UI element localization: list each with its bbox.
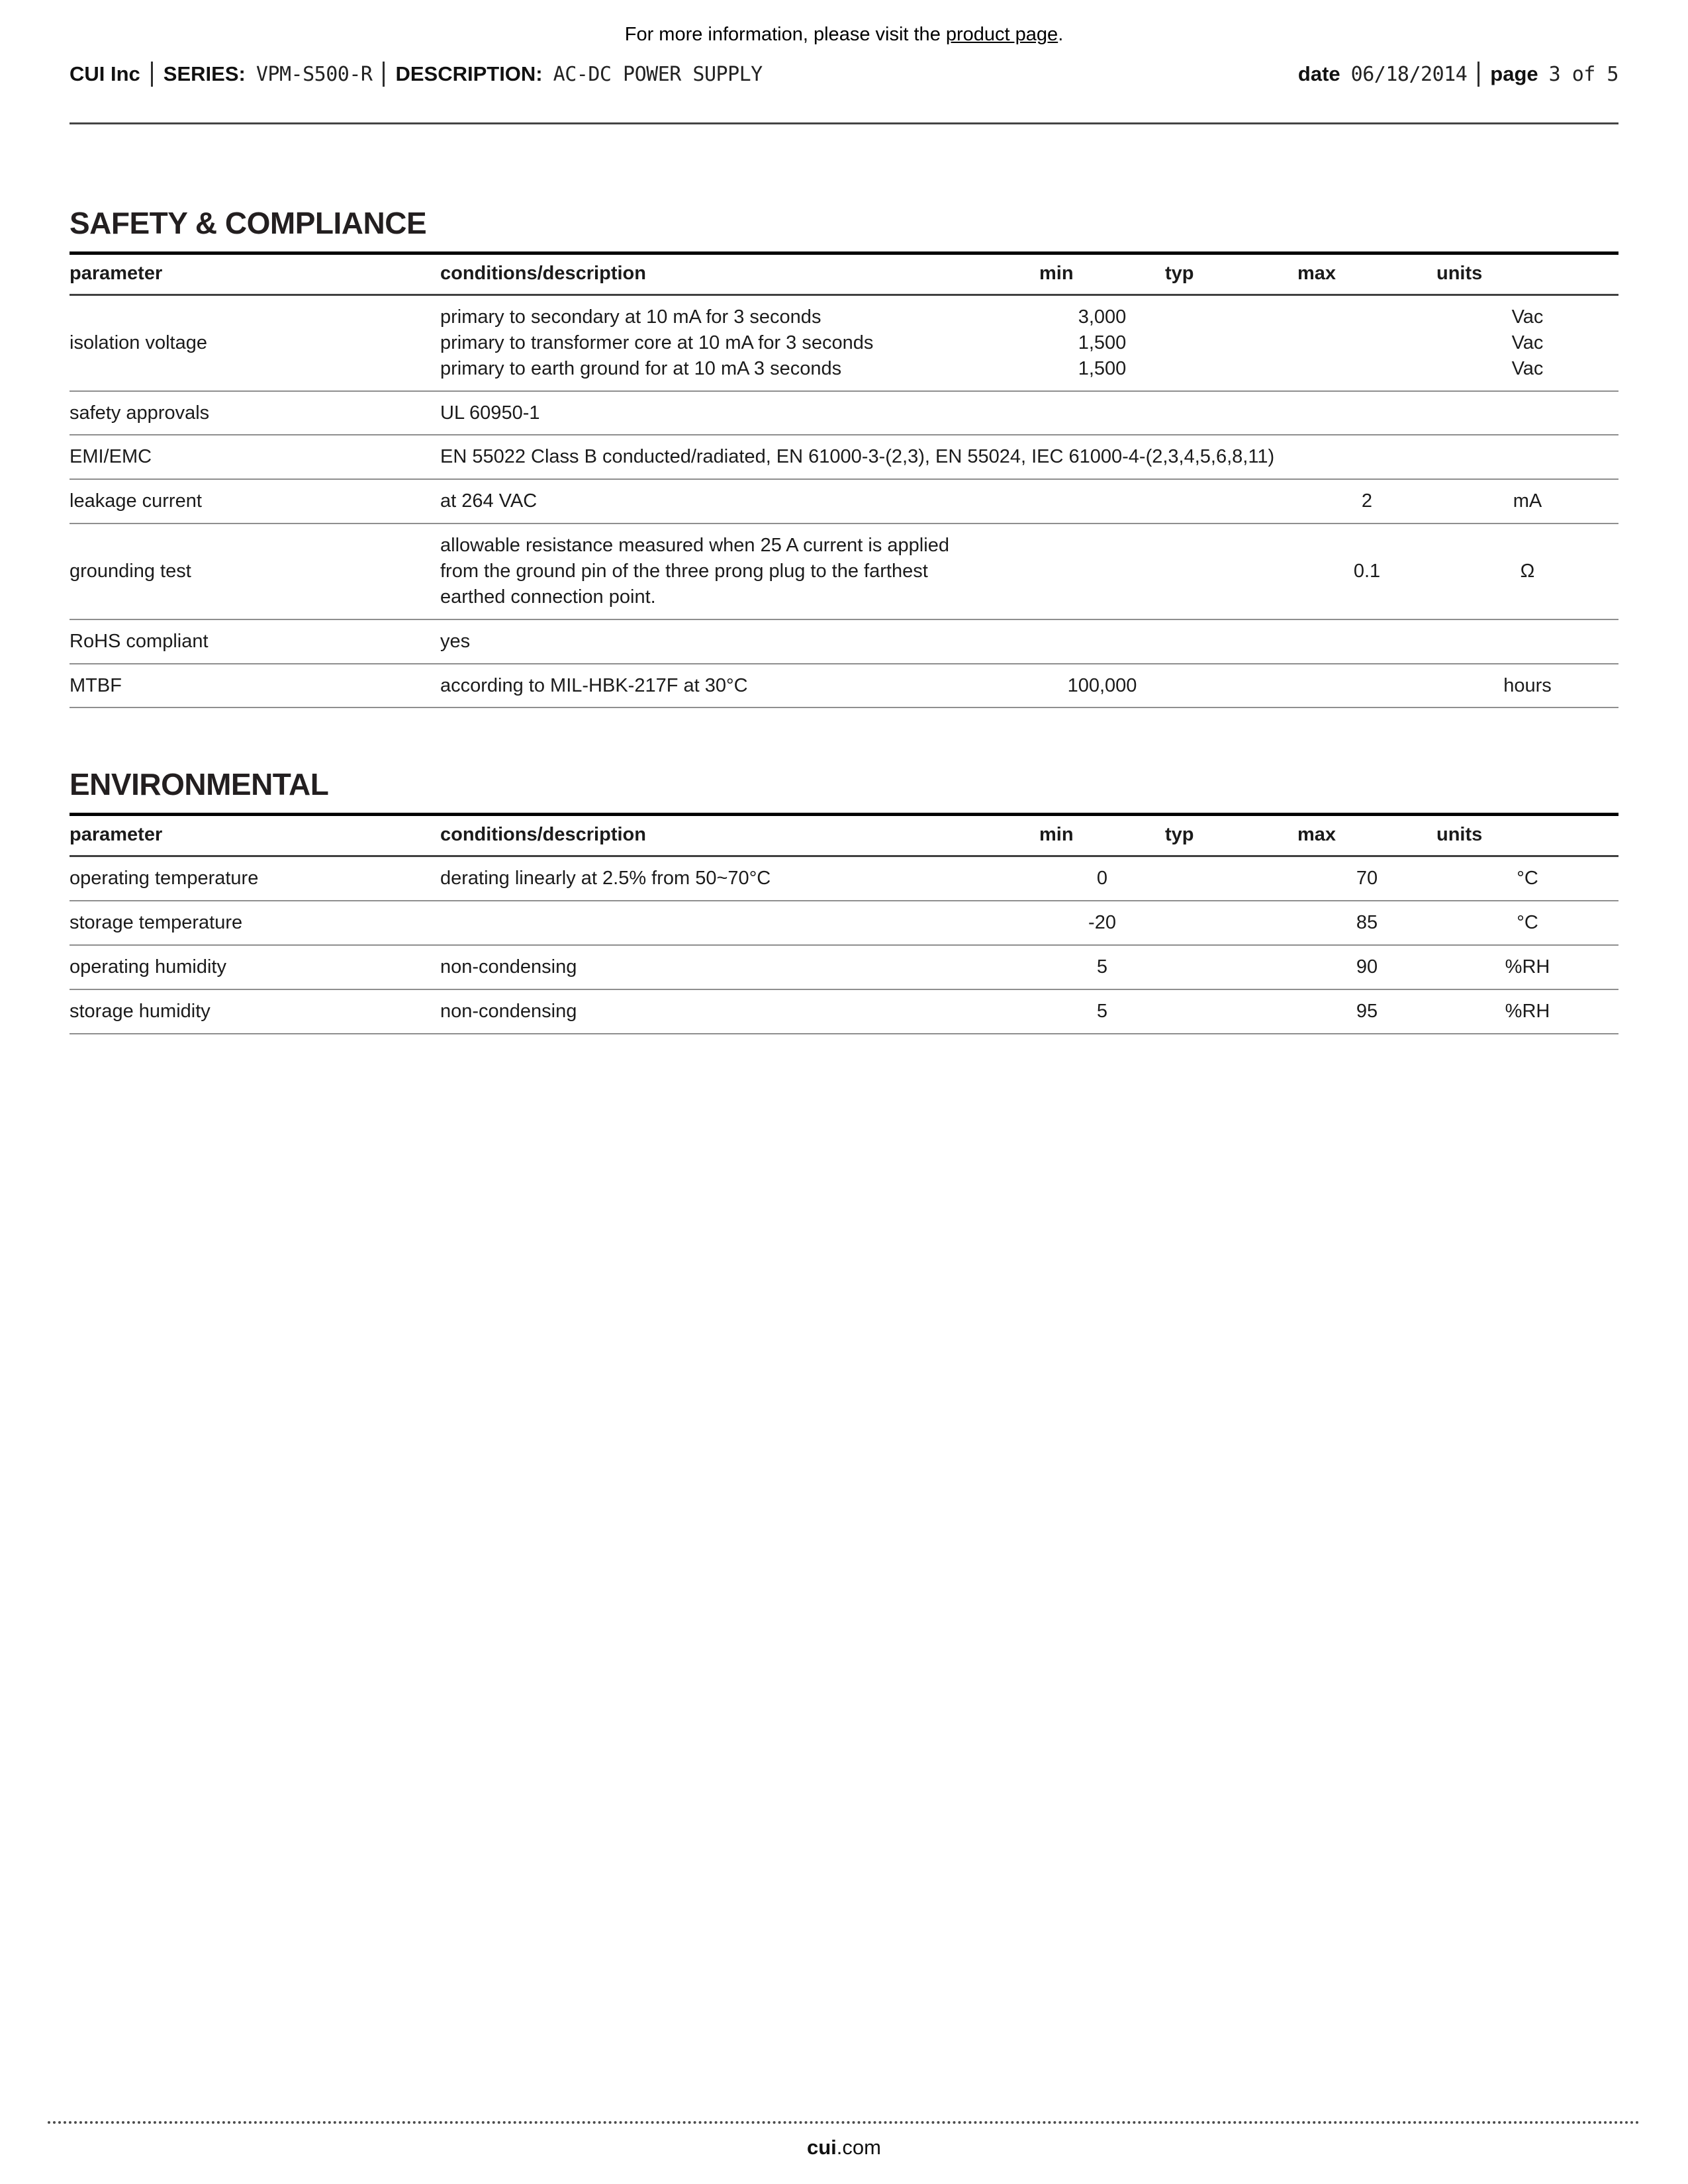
col-header-conditions: conditions/description [440, 253, 1039, 295]
param-cell: storage temperature [70, 901, 440, 945]
desc-line: primary to earth ground for at 10 mA 3 seconds [440, 357, 842, 379]
header-divider [151, 62, 153, 87]
units-value: Vac [1511, 332, 1544, 353]
min-cell: 5 [1039, 945, 1165, 989]
desc-cell: at 264 VAC [440, 479, 1039, 523]
units-cell: °C [1436, 901, 1618, 945]
header-right [1298, 62, 1618, 87]
min-cell: 0 [1039, 856, 1165, 901]
param-cell: leakage current [70, 479, 440, 523]
header-divider [383, 62, 385, 87]
col-header-parameter: parameter [70, 815, 440, 856]
min-value: 1,500 [1078, 357, 1127, 379]
param-cell: RoHS compliant [70, 619, 440, 664]
top-note-prefix: For more information, please visit the [624, 24, 946, 45]
desc-line: primary to transformer core at 10 mA for 3 seconds [440, 332, 874, 353]
units-cell [1436, 391, 1618, 435]
max-cell: 85 [1297, 901, 1436, 945]
desc-cell: EN 55022 Class B conducted/radiated, EN 61000-3-(2,3), EN 55024, IEC 61000-4-(2,3,4,5,6,8,11) [440, 435, 1618, 479]
units-cell: mA [1436, 479, 1618, 523]
col-header-min: min [1039, 815, 1165, 856]
typ-cell [1165, 856, 1297, 901]
table-row-mtbf [70, 664, 1618, 708]
header-rule [70, 122, 1618, 124]
table-row-rohs [70, 619, 1618, 664]
desc-line: allowable resistance measured when 25 A current is applied [440, 535, 949, 557]
company-name: CUI Inc [70, 62, 140, 85]
page-footer [48, 2121, 1640, 2160]
min-cell [1039, 391, 1165, 435]
safety-table [70, 251, 1618, 708]
param-cell: MTBF [70, 664, 440, 708]
desc-cell [440, 901, 1039, 945]
table-row-safety-approvals [70, 391, 1618, 435]
date-label: date [1297, 62, 1340, 85]
units-cell: °C [1436, 856, 1618, 901]
table-row-leakage-current [70, 479, 1618, 523]
page-content [0, 0, 1688, 1034]
units-value: Vac [1511, 306, 1544, 328]
col-header-units: units [1436, 253, 1618, 295]
table-row-isolation-voltage [70, 295, 1618, 391]
table-row-operating-temperature [70, 856, 1618, 901]
units-cell [1436, 619, 1618, 664]
col-header-max: max [1297, 253, 1436, 295]
table-row-storage-humidity [70, 989, 1618, 1034]
min-cell [1039, 619, 1165, 664]
param-cell: isolation voltage [70, 295, 440, 391]
min-cell [1039, 523, 1165, 619]
typ-cell [1165, 479, 1297, 523]
col-header-typ: typ [1165, 253, 1297, 295]
header-bar [70, 62, 1618, 87]
typ-cell [1165, 945, 1297, 989]
table-row-emi-emc [70, 435, 1618, 479]
min-cell: -20 [1039, 901, 1165, 945]
desc-cell: non-condensing [440, 945, 1039, 989]
table-row-storage-temperature [70, 901, 1618, 945]
table-row-grounding-test [70, 523, 1618, 619]
param-cell: operating humidity [70, 945, 440, 989]
typ-cell [1165, 989, 1297, 1034]
col-header-max: max [1297, 815, 1436, 856]
param-cell: storage humidity [70, 989, 440, 1034]
max-cell: 2 [1297, 479, 1436, 523]
max-cell [1297, 619, 1436, 664]
max-cell: 70 [1297, 856, 1436, 901]
date-value: 06/18/2014 [1350, 62, 1468, 86]
min-cell: 5 [1039, 989, 1165, 1034]
typ-cell [1165, 901, 1297, 945]
section-title-environmental: ENVIRONMENTAL [70, 767, 329, 802]
min-cell [1039, 295, 1165, 391]
series-label: SERIES: [163, 62, 246, 85]
top-note-suffix: . [1058, 24, 1064, 45]
min-cell: 100,000 [1039, 664, 1165, 708]
environmental-table-header-row [70, 815, 1618, 856]
table-row-operating-humidity [70, 945, 1618, 989]
min-value: 3,000 [1078, 306, 1127, 328]
desc-cell: UL 60950-1 [440, 391, 1039, 435]
max-cell [1297, 664, 1436, 708]
product-page-link[interactable]: product page [945, 24, 1058, 45]
min-cell [1039, 479, 1165, 523]
page-label: page [1490, 62, 1538, 85]
desc-cell [440, 523, 1039, 619]
section-title-safety: SAFETY & COMPLIANCE [70, 206, 427, 240]
description-value: AC-DC POWER SUPPLY [553, 62, 763, 86]
units-cell: %RH [1436, 989, 1618, 1034]
col-header-min: min [1039, 253, 1165, 295]
typ-cell [1165, 619, 1297, 664]
desc-cell: yes [440, 619, 1039, 664]
units-cell: Ω [1436, 523, 1618, 619]
footer-site-bold: cui [807, 2136, 837, 2159]
param-cell: operating temperature [70, 856, 440, 901]
footer-site-rest: .com [836, 2136, 881, 2159]
desc-line: earthed connection point. [440, 586, 656, 608]
max-cell: 95 [1297, 989, 1436, 1034]
units-cell: hours [1436, 664, 1618, 708]
max-cell [1297, 295, 1436, 391]
min-value: 1,500 [1078, 332, 1127, 353]
max-cell [1297, 391, 1436, 435]
col-header-parameter: parameter [70, 253, 440, 295]
param-cell: EMI/EMC [70, 435, 440, 479]
typ-cell [1165, 391, 1297, 435]
param-cell: safety approvals [70, 391, 440, 435]
units-cell [1436, 295, 1618, 391]
col-header-typ: typ [1165, 815, 1297, 856]
typ-cell [1165, 295, 1297, 391]
description-label: DESCRIPTION: [395, 62, 543, 85]
safety-table-header-row [70, 253, 1618, 295]
desc-cell [440, 295, 1039, 391]
typ-cell [1165, 523, 1297, 619]
series-value: VPM-S500-R [256, 62, 373, 86]
units-value: Vac [1511, 357, 1544, 379]
units-cell: %RH [1436, 945, 1618, 989]
header-divider [1477, 62, 1479, 87]
environmental-table [70, 813, 1618, 1034]
header-left [70, 62, 763, 87]
top-note [70, 24, 1618, 46]
col-header-conditions: conditions/description [440, 815, 1039, 856]
desc-line: primary to secondary at 10 mA for 3 seconds [440, 306, 821, 328]
desc-line: from the ground pin of the three prong plug to the farthest [440, 561, 928, 582]
desc-cell: non-condensing [440, 989, 1039, 1034]
desc-cell: derating linearly at 2.5% from 50~70°C [440, 856, 1039, 901]
col-header-units: units [1436, 815, 1618, 856]
page-number: 3 of 5 [1548, 62, 1618, 86]
desc-cell: according to MIL-HBK-217F at 30°C [440, 664, 1039, 708]
max-cell: 0.1 [1297, 523, 1436, 619]
param-cell: grounding test [70, 523, 440, 619]
max-cell: 90 [1297, 945, 1436, 989]
typ-cell [1165, 664, 1297, 708]
